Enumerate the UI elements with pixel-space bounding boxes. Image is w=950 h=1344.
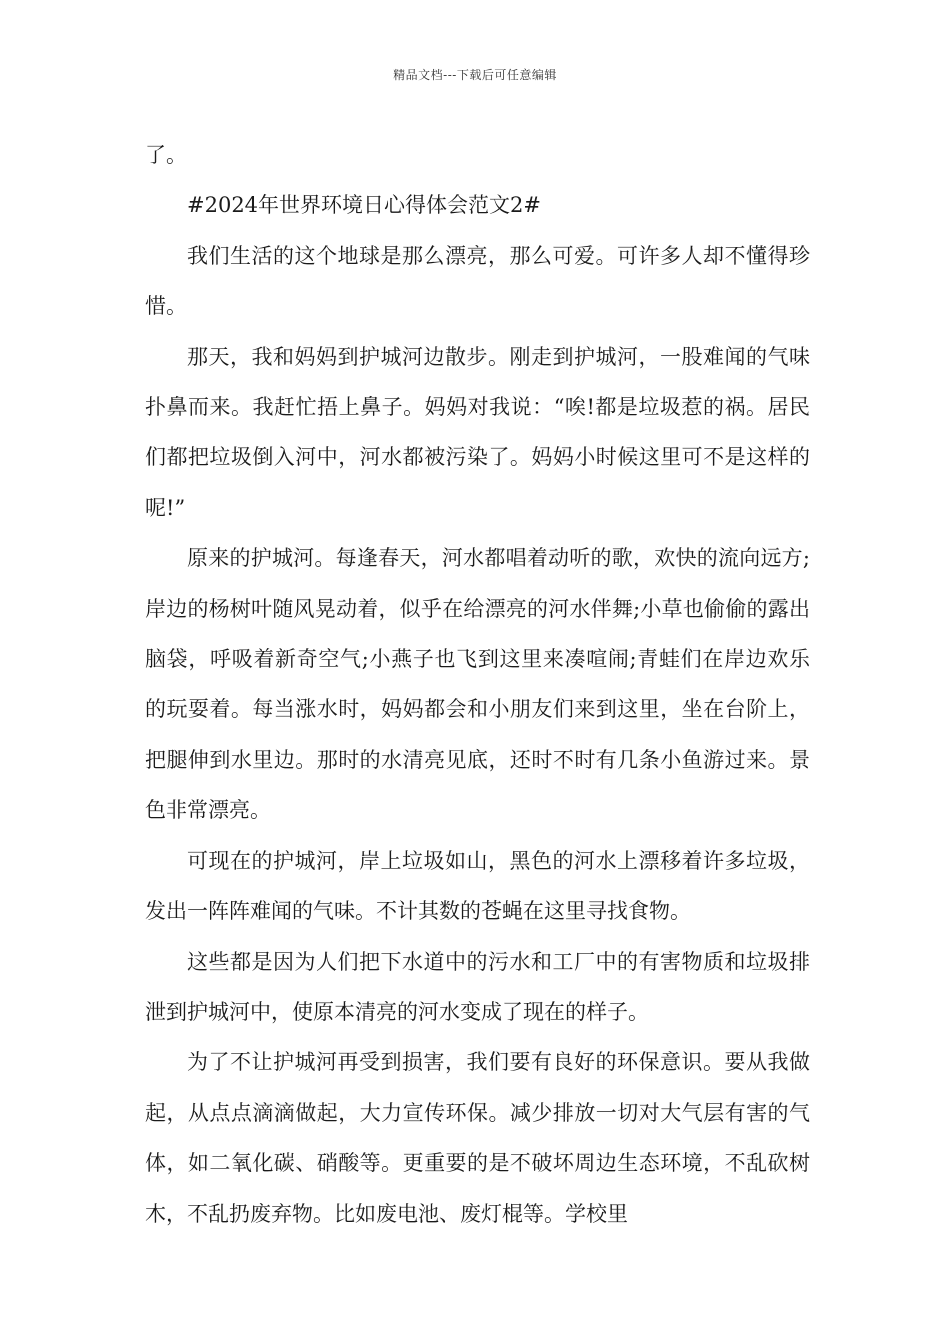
page-header: 精品文档---下载后可任意编辑 (393, 68, 557, 82)
section-heading: #2024年世界环境日心得体会范文2# (187, 193, 541, 218)
paragraph: 为了不让护城河再受到损害，我们要有良好的环保意识。要从我做起，从点点滴滴做起，大力宣传环保。减少排放一切对大气层有害的气体，如二氧化碳、硝酸等。更重要的是不破坏周边生态环境，不乱砍树木，不乱扔废弃物。比如废电池、废灯棍等。学校里 (145, 1050, 810, 1226)
paragraph: 我们生活的这个地球是那么漂亮，那么可爱。可许多人却不懂得珍惜。 (145, 243, 810, 319)
paragraph: 这些都是因为人们把下水道中的污水和工厂中的有害物质和垃圾排泄到护城河中，使原本清亮的河水变成了现在的样子。 (145, 949, 810, 1024)
paragraph: 原来的护城河。每逢春天，河水都唱着动听的歌，欢快的流向远方;岸边的杨树叶随风晃动着，似乎在给漂亮的河水伴舞;小草也偷偷的露出脑袋，呼吸着新奇空气;小燕子也飞到这里来凑喧闹;青蛙们在岸边欢乐的玩耍着。每当涨水时，妈妈都会和小朋友们来到这里，坐在台阶上，把腿伸到水里边。那时的水清亮见底，还时不时有几条小鱼游过来。景色非常漂亮。 (145, 546, 810, 823)
paragraph-continuation: 了。 (145, 143, 187, 167)
paragraph: 那天，我和妈妈到护城河边散步。刚走到护城河，一股难闻的气味扑鼻而来。我赶忙捂上鼻子。妈妈对我说：“唉!都是垃圾惹的祸。居民们都把垃圾倒入河中，河水都被污染了。妈妈小时候这里可不是这样的呢!” (145, 344, 810, 520)
paragraph: 可现在的护城河，岸上垃圾如山，黑色的河水上漂移着许多垃圾，发出一阵阵难闻的气味。不计其数的苍蝇在这里寻找食物。 (145, 848, 810, 924)
document-body (145, 130, 810, 1239)
